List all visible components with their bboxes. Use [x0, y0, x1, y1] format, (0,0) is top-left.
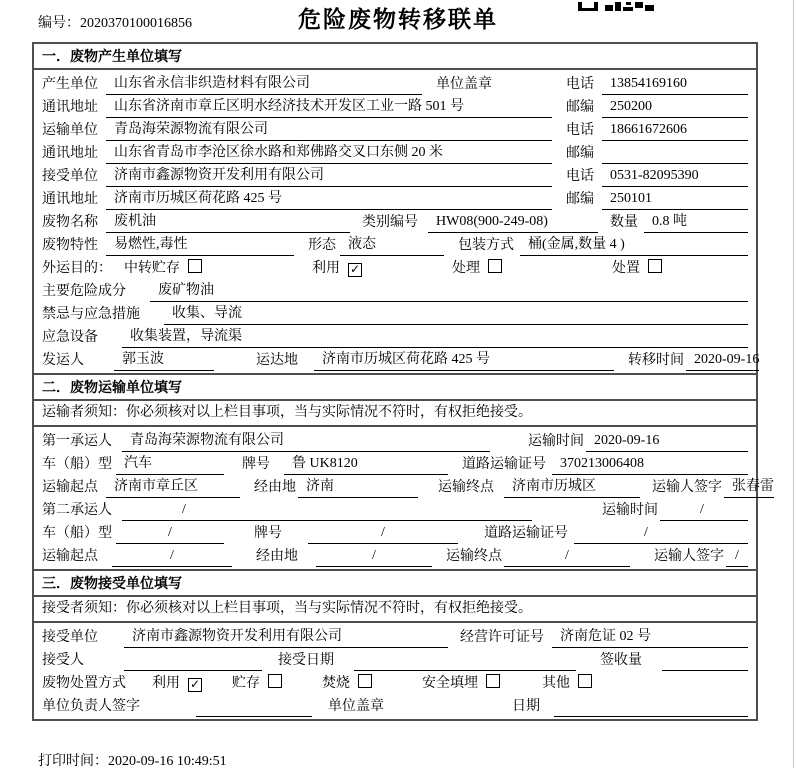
route1-start-label: 运输起点 — [42, 480, 98, 495]
receiver-zip-value: 250101 — [602, 188, 748, 210]
route1-row — [42, 475, 774, 498]
producer-label: 产生单位 — [42, 77, 98, 92]
vehicle2-label: 车（船）型 — [42, 526, 112, 541]
carrier2-row — [42, 498, 748, 521]
accept-unit-label: 接受单位 — [42, 630, 98, 645]
route1-start-value: 济南市章丘区 — [106, 476, 240, 498]
transfer-time-label: 转移时间 — [628, 353, 684, 368]
waste-qty-value: 0.8 吨 — [644, 211, 748, 233]
destination-value: 济南市历城区荷花路 425 号 — [314, 349, 614, 371]
transporter-phone-value: 18661672606 — [602, 119, 748, 141]
receiver-phone-value: 0531-82095390 — [602, 165, 748, 187]
route1-sign-value: 张春雷 — [724, 476, 774, 498]
plate1-value: 鲁 UK8120 — [284, 453, 448, 475]
page-header — [0, 0, 796, 42]
disposal-option-storage: 贮存 — [232, 673, 322, 694]
purpose-option-use: 利用 ✓ — [312, 261, 361, 276]
carrier1-time-label: 运输时间 — [528, 434, 584, 449]
accept-date-value — [354, 670, 576, 671]
plate1-label: 牌号 — [242, 457, 270, 472]
producer-address-value: 山东省济南市章丘区明水经济技术开发区工业一路 501 号 — [106, 96, 552, 118]
vehicle1-value: 汽车 — [116, 453, 224, 475]
receiver-address-label: 通讯地址 — [42, 192, 98, 207]
destination-label: 运达地 — [256, 353, 298, 368]
checkbox-disposal-landfill — [486, 674, 500, 688]
route2-end-label: 运输终点 — [446, 549, 502, 564]
route1-via-value: 济南 — [298, 476, 418, 498]
carrier1-time-value: 2020-09-16 — [586, 430, 748, 452]
permit1-value: 370213006408 — [552, 453, 748, 475]
carrier1-row — [42, 429, 748, 452]
producer-phone-value: 13854169160 — [602, 73, 748, 95]
qr-code-fragment-icon — [578, 0, 654, 16]
producer-seal-label: 单位盖章 — [436, 77, 492, 92]
signoff-date-value — [554, 716, 748, 717]
signed-qty-value — [662, 670, 748, 671]
purpose-option-dispose: 处置 — [612, 258, 662, 279]
signoff-date-label: 日期 — [512, 699, 540, 714]
license-label: 经营许可证号 — [460, 630, 544, 645]
carrier2-label: 第二承运人 — [42, 503, 112, 518]
route2-via-label: 经由地 — [256, 549, 298, 564]
section2-body — [34, 427, 774, 569]
receiver-zip-label: 邮编 — [566, 192, 594, 207]
receiver-phone-label: 电话 — [566, 169, 594, 184]
waste-name-row — [42, 210, 748, 233]
transporter-zip-value — [602, 163, 748, 164]
license-value: 济南危证 02 号 — [552, 626, 748, 648]
serial-value: 2020370100016856 — [80, 16, 192, 31]
producer-zip-value: 250200 — [602, 96, 748, 118]
route2-start-label: 运输起点 — [42, 549, 98, 564]
route2-start-value: / — [112, 545, 232, 567]
transporter-row — [42, 118, 748, 141]
waste-props-value: 易燃性,毒性 — [106, 234, 294, 256]
hazard-label: 主要危险成分 — [42, 284, 126, 299]
acceptor-value — [124, 670, 262, 671]
permit1-label: 道路运输证号 — [462, 457, 546, 472]
waste-name-label: 废物名称 — [42, 215, 98, 230]
transfer-form-table — [32, 42, 774, 721]
route1-end-value: 济南市历城区 — [504, 476, 640, 498]
receiver-address-value: 济南市历城区荷花路 425 号 — [106, 188, 552, 210]
receiver-label: 接受单位 — [42, 169, 98, 184]
route1-end-label: 运输终点 — [438, 480, 494, 495]
signoff-seal-label: 单位盖章 — [328, 699, 384, 714]
transporter-phone-label: 电话 — [566, 123, 594, 138]
signoff-sign-value — [196, 716, 312, 717]
section3-body — [34, 623, 756, 719]
producer-row — [42, 72, 748, 95]
section2-notice: 运输者须知：你必须核对以上栏目事项，当与实际情况不符时，有权拒绝接受。 — [34, 401, 756, 427]
taboo-value: 收集、导流 — [164, 303, 748, 325]
purpose-option-transfer: 中转贮存 — [124, 258, 312, 279]
checkbox-use: ✓ — [349, 262, 361, 276]
purpose-row — [42, 256, 748, 279]
serial-label: 编号： — [38, 16, 80, 31]
acceptor-label: 接受人 — [42, 653, 84, 668]
disposal-option-landfill: 安全填埋 — [422, 673, 542, 694]
taboo-row — [42, 302, 748, 325]
acceptor-row — [42, 648, 748, 671]
transfer-time-value: 2020-09-16 — [686, 349, 759, 371]
disposal-option-incinerate: 焚烧 — [322, 673, 422, 694]
checkbox-disposal-other — [578, 674, 592, 688]
carrier2-time-label: 运输时间 — [602, 503, 658, 518]
accept-unit-row — [42, 625, 748, 648]
checkbox-disposal-use: ✓ — [189, 677, 201, 691]
waste-form-label: 形态 — [308, 238, 336, 253]
transporter-label2: 运输单位 — [42, 123, 98, 138]
hazard-row — [42, 279, 748, 302]
transporter-address-value: 山东省青岛市李沧区徐水路和郑佛路交叉口东侧 20 米 — [106, 142, 552, 164]
print-time-label: 打印时间： — [38, 754, 108, 769]
permit2-label: 道路运输证号 — [484, 526, 568, 541]
print-time-value: 2020-09-16 10:49:51 — [108, 754, 227, 769]
disposal-option-other: 其他 — [542, 673, 592, 694]
signoff-row — [42, 694, 748, 717]
route2-sign-label: 运输人签字 — [654, 549, 724, 564]
waste-category-value: HW08(900-249-08) — [428, 211, 598, 233]
transporter-address-row — [42, 141, 748, 164]
receiver-address-row — [42, 187, 748, 210]
equipment-row — [42, 325, 748, 348]
plate2-label: 牌号 — [254, 526, 282, 541]
receiver-row — [42, 164, 748, 187]
route2-row — [42, 544, 748, 567]
checkbox-disposal-storage — [268, 674, 282, 688]
purpose-label: 外运目的： — [42, 261, 112, 276]
disposal-label: 废物处置方式 — [42, 676, 126, 691]
signed-qty-label: 签收量 — [600, 653, 642, 668]
waste-name-value: 废机油 — [106, 211, 350, 233]
checkbox-transfer-storage — [188, 259, 202, 273]
disposal-option-use: 利用 ✓ — [152, 676, 201, 691]
equipment-label: 应急设备 — [42, 330, 98, 345]
route2-sign-value: / — [726, 545, 748, 567]
producer-zip-label: 邮编 — [566, 100, 594, 115]
print-time — [38, 750, 227, 770]
vehicle1-label: 车（船）型 — [42, 457, 112, 472]
section1-body — [34, 70, 760, 373]
waste-props-label: 废物特性 — [42, 238, 98, 253]
waste-packing-label: 包装方式 — [458, 238, 514, 253]
transporter-address-label: 通讯地址 — [42, 146, 98, 161]
carrier1-label: 第一承运人 — [42, 434, 112, 449]
page-title: 危险废物转移联单 — [298, 6, 498, 32]
carrier2-value: / — [122, 499, 532, 521]
producer-address-label: 通讯地址 — [42, 100, 98, 115]
section3-notice: 接受者须知：你必须核对以上栏目事项，当与实际情况不符时，有权拒绝接受。 — [34, 597, 756, 623]
transporter-value: 青岛海荣源物流有限公司 — [106, 119, 552, 141]
signoff-label: 单位负责人签字 — [42, 699, 140, 714]
waste-form-value: 液态 — [340, 234, 444, 256]
vehicle2-row — [42, 521, 748, 544]
purpose-option-treat: 处理 — [452, 258, 612, 279]
waste-qty-label: 数量 — [610, 215, 638, 230]
accept-unit-value: 济南市鑫源物资开发利用有限公司 — [124, 626, 448, 648]
producer-phone-label: 电话 — [566, 77, 594, 92]
dispatcher-value: 郭玉波 — [114, 349, 214, 371]
carrier2-time-value: / — [660, 499, 748, 521]
section2-header: 二．废物运输单位填写 — [34, 373, 756, 401]
receiver-value: 济南市鑫源物资开发利用有限公司 — [106, 165, 552, 187]
route2-end-value: / — [504, 545, 630, 567]
carrier1-value: 青岛海荣源物流有限公司 — [122, 430, 490, 452]
vehicle2-value: / — [116, 522, 224, 544]
plate2-value: / — [308, 522, 458, 544]
vehicle1-row — [42, 452, 748, 475]
section3-header: 三．废物接受单位填写 — [34, 569, 756, 597]
equipment-value: 收集装置，导流渠 — [122, 326, 748, 348]
transporter-zip-label: 邮编 — [566, 146, 594, 161]
section1-header: 一．废物产生单位填写 — [34, 44, 756, 70]
waste-packing-value: 桶(金属,数量 4 ) — [520, 234, 748, 256]
dispatch-row — [42, 348, 760, 371]
taboo-label: 禁忌与应急措施 — [42, 307, 140, 322]
checkbox-treatment — [488, 259, 502, 273]
route1-via-label: 经由地 — [254, 480, 296, 495]
checkbox-disposal-incinerate — [358, 674, 372, 688]
hazard-value: 废矿物油 — [150, 280, 748, 302]
permit2-value: / — [574, 522, 748, 544]
accept-date-label: 接受日期 — [278, 653, 334, 668]
dispatcher-label: 发运人 — [42, 353, 84, 368]
route1-sign-label: 运输人签字 — [652, 480, 722, 495]
producer-value: 山东省永信非织造材料有限公司 — [106, 73, 422, 95]
checkbox-disposal — [648, 259, 662, 273]
disposal-row — [42, 671, 748, 694]
waste-category-label: 类别编号 — [362, 215, 418, 230]
route2-via-value: / — [316, 545, 432, 567]
waste-props-row — [42, 233, 748, 256]
producer-address-row — [42, 95, 748, 118]
